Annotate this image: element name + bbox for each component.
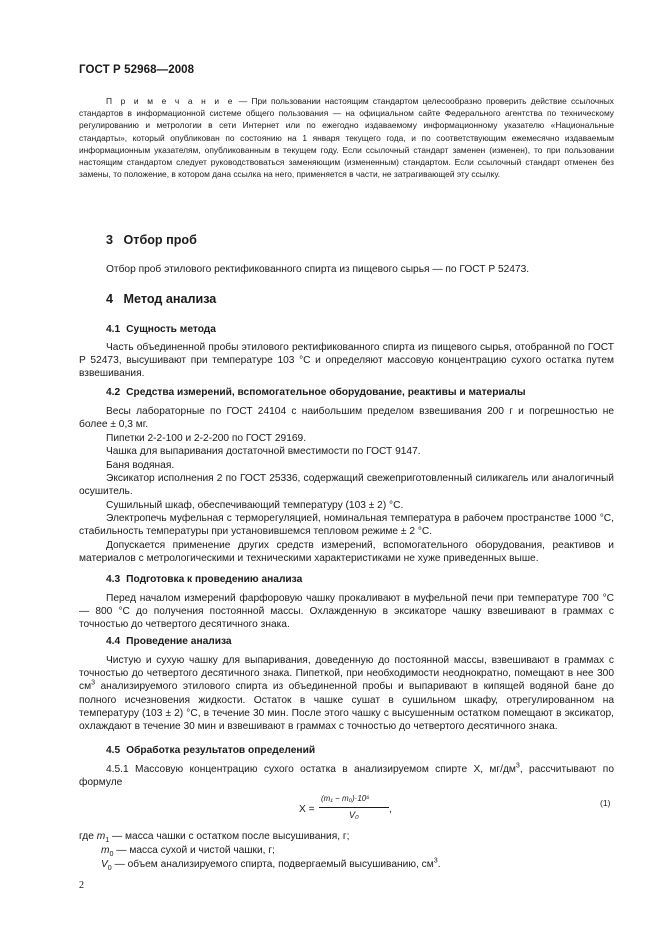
subsection-4-2-heading: 4.2 Средства измерений, вспомогательное оборудование, реактивы и материалы bbox=[106, 387, 526, 398]
subsection-4-1-text: Часть объединенной пробы этилового ректификованного спирта из пищевого сырья, отобранной по ГОСТ Р 52473, высушивают при температуре 103 °С и определяют массовую концентрацию сухого остатка путем взвешивания. bbox=[79, 342, 614, 380]
subsection-4-3-heading: 4.3 Подготовка к проведению анализа bbox=[106, 574, 303, 585]
variable-definition: где $m_1$ — масса чашки с остатком после высушивания, г; bbox=[79, 831, 350, 845]
equipment-item: Электропечь муфельная с терморегуляцией, номинальная температура в рабочем пространстве 1000 °С, стабильность температуры при установившемся тепловом режиме ± 2 °С. bbox=[79, 513, 614, 538]
subsection-4-1-heading: 4.1 Сущность метода bbox=[106, 324, 216, 335]
subsection-4-3-text: Перед началом измерений фарфоровую чашку прокаливают в муфельной печи при температуре 700 °С — 800 °С до получения постоянной массы. Охлажденную в эксикаторе чашку взвешивают в граммах с точностью до четвертого десятичного знака. bbox=[79, 593, 614, 631]
equipment-item: Чашка для выпаривания достаточной вместимости по ГОСТ 9147. bbox=[106, 446, 421, 457]
variable-definition: $m_0$ — масса сухой и чистой чашки, г; bbox=[101, 845, 275, 859]
fraction-bar bbox=[319, 807, 389, 808]
equipment-item: Эксикатор исполнения 2 по ГОСТ 25336, содержащий свежеприготовленный силикагель или аналогичный осушитель. bbox=[79, 473, 614, 498]
subsection-4-5-heading: 4.5 Обработка результатов определений bbox=[106, 745, 316, 756]
equipment-item: Допускается применение других средств измерений, вспомогательного оборудования, реактивов и материалов с метрологическими и техническими характеристиками не хуже приведенных выше. bbox=[79, 540, 614, 565]
subsection-4-4-heading: 4.4 Проведение анализа bbox=[106, 636, 232, 647]
note-label: П р и м е ч а н и е bbox=[106, 96, 235, 106]
note-text: — При пользовании настоящим стандартом целесообразно проверить действие ссылочных стандартов в информационной системе общего пользования — на официальном сайте Федерального агентства по техническому регулированию и метрологии в сети Интернет или по ежегодно издаваемому информационному указателю «Национальные стандарты», который опубликован по состоянию на 1 января текущего года, и по соответствующим ежемесячно издаваемым информационным указателям, опубликованным в текущем году. Если ссылочный стандарт заменен (изменен), то при пользовании настоящим стандартом следует руководствоваться заменяющим (измененным) стандартом. Если ссылочный стандарт отменен без замены, то положение, в котором дана ссылка на него, применяется в части, не затрагивающей эту ссылку. bbox=[79, 96, 614, 180]
equation-number: (1) bbox=[600, 798, 611, 808]
subsection-4-5-1-text: 4.5.1 Массовую концентрацию сухого остатка в анализируемом спирте X, $мг/дм^3$, рассчитывают по формуле bbox=[79, 761, 614, 789]
equipment-item: Весы лабораторные по ГОСТ 24104 с наибольшим пределом взвешивания 200 г и погрешностью не более ± 0,3 мг. bbox=[79, 406, 614, 431]
section-3-heading: 3 Отбор проб bbox=[106, 233, 197, 247]
section-4-heading: 4 Метод анализа bbox=[106, 292, 217, 306]
formula-denominator: V₀ bbox=[349, 810, 359, 820]
page-number: 2 bbox=[79, 880, 84, 891]
equipment-item: Сушильный шкаф, обеспечивающий температуру (103 ± 2) °С. bbox=[106, 500, 404, 511]
variable-definition: $V_0$ — объем анализируемого спирта, подвергаемый высушиванию, $см^3$. bbox=[101, 856, 441, 873]
equipment-item: Пипетки 2-2-100 и 2-2-200 по ГОСТ 29169. bbox=[106, 433, 307, 444]
equipment-item: Баня водяная. bbox=[106, 460, 175, 471]
note-paragraph bbox=[79, 95, 614, 180]
subsection-4-4-text: Чистую и сухую чашку для выпаривания, доведенную до постоянной массы, взвешивают в граммах с точностью до четвертого десятичного знака. Пипеткой, при необходимости неоднократно, помещают в нее 300 $см^3$ анализируемого этилового спирта из объединенной пробы и выпаривают в кипящей водяной бане до полного исчезновения жидкости. Остаток в чашке сушат в сушильном шкафу, отрегулированном на температуру (103 ± 2) °С, в течение 30 мин. После этого чашку с высушенным остатком помещают в эксикатор, охлаждают в течение 30 мин и взвешивают в граммах с точностью до четвертого десятичного знака. bbox=[79, 655, 614, 733]
document-header: ГОСТ Р 52968—2008 bbox=[79, 64, 195, 76]
formula-1: X = (m₁ − m₀)·10⁶ V₀ , bbox=[299, 794, 392, 820]
formula-numerator: (m₁ − m₀)·10⁶ bbox=[321, 794, 370, 803]
section-3-text: Отбор проб этилового ректификованного спирта из пищевого сырья — по ГОСТ Р 52473. bbox=[106, 264, 530, 275]
